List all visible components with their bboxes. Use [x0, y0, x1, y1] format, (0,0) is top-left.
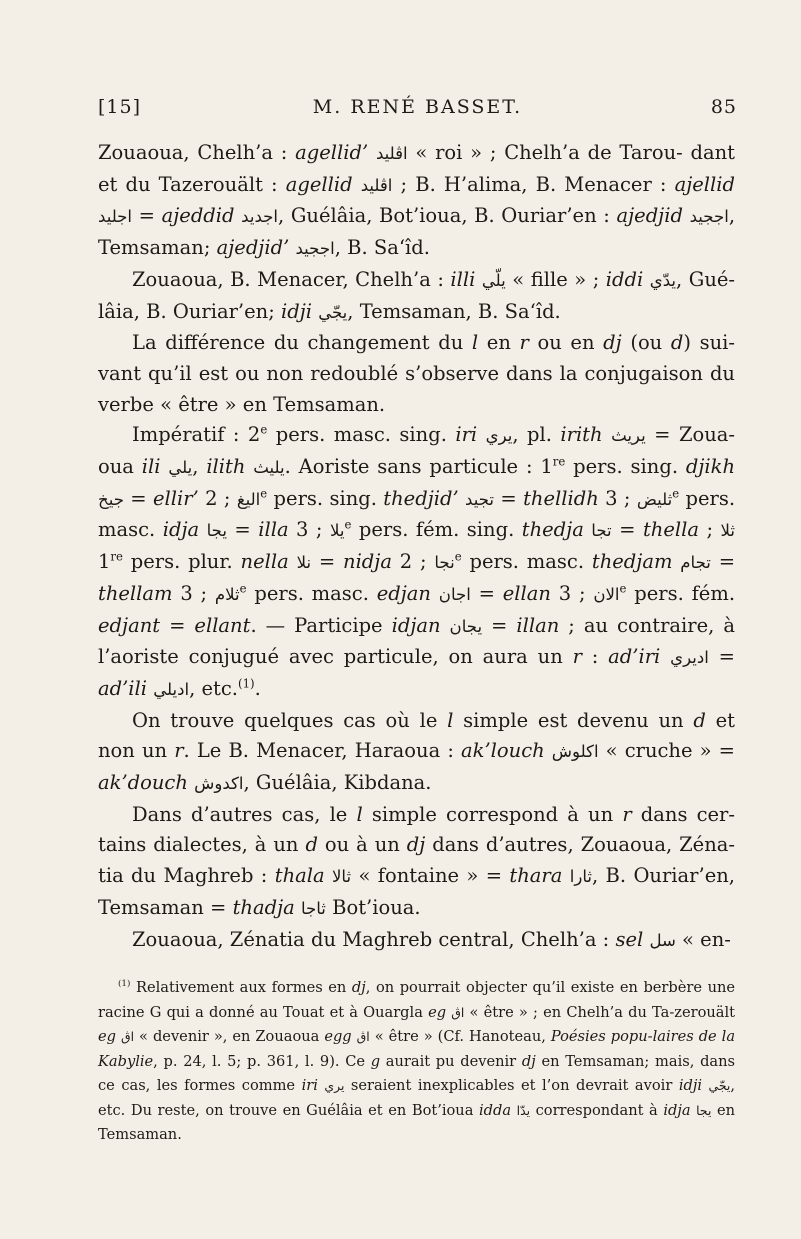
text-run: « devenir », en Zouaoua — [134, 1028, 325, 1045]
text-run: simple est devenu un — [453, 708, 694, 732]
text-run: ; — [706, 518, 721, 542]
text-run: dant et du Tazerouält : — [98, 141, 736, 196]
text-run: ثارا — [569, 867, 592, 887]
text-run: fém. — [691, 581, 736, 605]
text-run: e — [344, 517, 352, 532]
text-run: lâia, B. Ouriar’en; — [98, 299, 281, 323]
text-run: اجديد — [241, 207, 278, 227]
text-run: pers. fém. sing. — [351, 518, 522, 542]
text-run: ajedjid’ — [216, 236, 290, 260]
text-run: pers. masc. — [461, 550, 592, 574]
text-run: ellir’ — [152, 486, 199, 510]
text-run: اڨ — [356, 1029, 370, 1044]
text-run: يجا — [206, 521, 227, 541]
text-run: thara — [509, 864, 563, 888]
text-run: , B. Sa‘îd. — [334, 236, 430, 260]
text-run: « fille » ; — [505, 267, 606, 291]
text-run: = — [132, 204, 162, 228]
text-run: « roi » ; Chelh’a de Tarou- — [407, 141, 683, 164]
text-run: يجّي — [708, 1078, 731, 1093]
text-run: , etc. Du reste, on trouve en Guélâia et en Bot’ioua — [98, 1077, 735, 1119]
text-run: . — Participe — [250, 613, 392, 637]
text-run: pers. — [626, 581, 684, 605]
text-run: thala — [274, 864, 325, 888]
text-run: ; 3 — [558, 581, 594, 605]
text-run: , Gué- — [676, 267, 736, 291]
text-run: thella — [642, 518, 699, 542]
text-run: ثليض — [636, 489, 673, 509]
text-run: ou en — [528, 331, 604, 355]
paragraph-4 — [98, 420, 735, 705]
footnote-marker: (1) — [118, 979, 131, 990]
text-run: اديري — [670, 648, 709, 668]
text-run: tia du Maghreb : — [98, 864, 275, 888]
text-run: e — [454, 549, 462, 564]
text-run: ajeddid — [161, 204, 235, 228]
paragraph-2 — [98, 265, 735, 328]
text-run: يليث — [253, 458, 285, 478]
text-run: l — [447, 708, 454, 732]
text-run: Zouaoua, Zénatia du Maghreb central, Chelh’a : — [132, 927, 616, 951]
text-run: idda — [478, 1101, 512, 1119]
text-run: يدّي — [649, 270, 677, 290]
text-run: vant qu’il est ou non redoublé s’observe dans la conjugaison du — [98, 361, 735, 385]
text-run: يلا — [329, 521, 345, 541]
text-run: irith — [560, 423, 603, 447]
text-run: ad’ili — [98, 676, 148, 700]
text-run: thedja — [521, 518, 584, 542]
text-run: oua — [98, 455, 142, 479]
text-run: en — [478, 331, 520, 355]
running-title: M. RENÉ BASSET. — [312, 96, 523, 118]
text-run: edjant — [98, 613, 161, 637]
text-run: nidja — [343, 550, 392, 574]
text-run: اجان — [438, 584, 471, 604]
text-run: , B. Ouriar’en, — [592, 864, 735, 888]
text-run: , etc. — [189, 676, 239, 700]
text-run: اڨ — [120, 1029, 135, 1044]
footnote-ref[interactable]: (1) — [238, 676, 255, 691]
text-run: يري — [324, 1078, 345, 1093]
text-run: يجا — [696, 1102, 712, 1118]
text-run: ثلام — [214, 584, 240, 604]
text-run: , on pourrait objecter qu’il existe en berbère — [365, 979, 702, 996]
text-run: , p. 24, l. 5; p. 361, l. 9). Ce — [153, 1052, 371, 1070]
text-run: l — [356, 802, 363, 826]
text-run: agellid — [285, 172, 353, 196]
text-run: Impératif : 2 — [132, 423, 261, 447]
text-run: iddi — [605, 267, 644, 291]
paragraph-1 — [98, 138, 735, 265]
text-run: idjan — [391, 613, 441, 637]
text-run: = — [482, 613, 517, 637]
text-run: zerouält — [674, 1003, 735, 1021]
text-run: idja — [663, 1101, 691, 1119]
main-text — [98, 138, 735, 956]
text-run: تجام — [680, 553, 711, 573]
text-run: simple correspond à un — [362, 802, 623, 826]
text-run: Temsaman; mais, dans ce cas, les formes comme — [98, 1052, 735, 1094]
text-run: تجيد — [465, 489, 495, 509]
text-run: ad’iri — [608, 645, 661, 669]
text-run: non un — [98, 739, 175, 763]
text-run: re — [552, 454, 566, 469]
text-run: « fontaine » = — [351, 864, 510, 888]
text-run: ajellid — [674, 172, 735, 196]
text-run: idji — [280, 299, 312, 323]
text-run: r — [174, 739, 184, 763]
text-run: , Temsaman, B. Sa‘îd. — [347, 299, 561, 323]
text-run: dj — [521, 1052, 536, 1070]
text-run: ; B. H’alima, B. Menacer : — [392, 172, 667, 196]
text-run: جيخ — [98, 489, 124, 509]
text-run: verbe « être » en Temsaman. — [98, 392, 386, 416]
text-run: dj — [406, 833, 426, 857]
text-run: e — [672, 486, 680, 501]
text-run: ak’louch — [461, 739, 545, 763]
text-run: . — [254, 676, 261, 700]
text-run: e — [260, 422, 268, 437]
text-run: egg — [324, 1028, 352, 1045]
paragraph-5 — [98, 706, 735, 800]
text-run: يلّي — [481, 270, 506, 290]
text-run: eg — [428, 1003, 447, 1021]
text-run: يريث — [611, 426, 646, 446]
text-run: : — [581, 645, 609, 669]
text-run: يلي — [168, 458, 193, 478]
text-run: ; 2 — [399, 550, 435, 574]
text-run: = — [470, 581, 503, 605]
text-run: اكلوش — [551, 742, 599, 762]
text-run: edjan — [376, 581, 431, 605]
text-run: La différence du changement du — [132, 331, 472, 355]
text-run: thellam — [98, 581, 173, 605]
text-run: iri — [301, 1077, 318, 1094]
text-run: اججيد — [295, 239, 335, 259]
text-run: illa — [258, 518, 289, 542]
text-run: On trouve quelques cas où le — [132, 708, 448, 732]
text-run: iri — [455, 423, 478, 447]
text-run: djikh — [685, 455, 736, 479]
text-run: eg — [98, 1028, 116, 1045]
text-run: , Temsaman; — [98, 204, 736, 260]
text-run: ili — [141, 455, 161, 479]
text-run: ; 3 — [180, 581, 215, 605]
text-run: ; 3 — [296, 518, 330, 542]
text-run: thellidh — [523, 486, 599, 510]
text-run: en — [535, 1052, 560, 1070]
text-run: اديلي — [153, 679, 190, 699]
text-run: dans cer- — [631, 802, 735, 826]
text-run: d — [670, 331, 684, 355]
text-run: r — [622, 802, 632, 826]
text-run: ellant — [194, 613, 251, 637]
text-run: Bot’ioua. — [325, 895, 421, 919]
page-number: 85 — [710, 96, 737, 118]
text-run: dj — [351, 979, 366, 996]
text-run: = — [718, 550, 736, 574]
footnote — [98, 976, 735, 1148]
text-run: , Guélâia, Kibdana. — [243, 771, 432, 795]
text-run: masc. — [98, 518, 163, 542]
text-run: nella — [240, 550, 289, 574]
text-run: Zouaoua, B. Menacer, Chelh’a : — [132, 267, 451, 291]
text-run: سل — [649, 930, 676, 950]
text-run: يجّي — [318, 302, 348, 322]
text-run: تجا — [591, 521, 612, 541]
text-run: l — [471, 331, 479, 355]
text-run: l’on devrait avoir — [541, 1077, 679, 1094]
text-run: = — [494, 486, 524, 510]
text-run: اجليد — [98, 207, 133, 227]
text-run: , Guélâia, Bot’ioua, B. Ouriar’en : — [278, 204, 610, 228]
text-run: نلا — [296, 553, 312, 573]
text-run: d — [305, 833, 318, 857]
text-run: = Zoua- — [645, 423, 736, 447]
footnote-text — [98, 976, 735, 1148]
text-run: « être » ; en Chelh’a du Ta- — [464, 1003, 675, 1021]
text-run: Relativement aux formes en — [130, 979, 352, 996]
text-run: الان — [593, 584, 620, 604]
paragraph-6 — [98, 800, 735, 925]
text-run: 1 — [98, 550, 111, 574]
text-run: seraient inexplicables et — [344, 1077, 536, 1094]
text-run: pers. masc. sing. — [267, 423, 456, 447]
text-run: Zouaoua, Chelh’a : — [98, 141, 296, 164]
text-run: en Temsaman. — [98, 1101, 736, 1143]
text-run: re — [110, 549, 123, 564]
text-run: « cruche » = — [598, 739, 736, 763]
text-run: = — [226, 518, 259, 542]
paragraph-3 — [98, 328, 735, 420]
text-run: dj — [603, 331, 622, 355]
text-run: g — [370, 1052, 381, 1070]
text-run: correspondant à — [530, 1101, 664, 1119]
text-run: اليغ — [236, 489, 261, 509]
text-run: ثلا — [720, 521, 735, 541]
text-run: illan — [516, 613, 560, 637]
text-run: ; 2 — [205, 486, 237, 510]
text-run: laires de la Kabylie — [98, 1028, 736, 1070]
text-run: . Aoriste sans particule : 1 — [284, 455, 553, 479]
text-run: aurait pu devenir — [380, 1052, 522, 1070]
text-run: ajedjid — [616, 204, 683, 228]
running-header — [98, 96, 737, 126]
text-run: pers. sing. — [267, 486, 384, 510]
text-run: = — [611, 518, 643, 542]
text-run: « en- — [675, 927, 731, 951]
text-run: اڨليد — [360, 175, 393, 195]
text-run: ) sui- — [683, 331, 735, 355]
text-run: ثاجا — [300, 898, 326, 918]
text-run: pers. — [679, 486, 736, 510]
text-run: Temsaman = — [98, 895, 233, 919]
text-run: يدّا — [516, 1102, 531, 1118]
text-run: = — [718, 645, 736, 669]
text-run: اڨ — [451, 1004, 465, 1020]
text-run: اججيد — [689, 207, 729, 227]
text-run: pers. plur. — [122, 550, 241, 574]
text-run: sel — [615, 927, 644, 951]
text-run: d — [693, 708, 706, 732]
text-run: ak’douch — [98, 771, 188, 795]
text-run: une racine G qui a donné au Touat et à Ouargla — [98, 979, 736, 1021]
text-run: thadja — [232, 895, 295, 919]
text-run: r — [519, 331, 529, 355]
text-run: thedjam — [591, 550, 673, 574]
text-run: et — [705, 708, 735, 732]
text-run: Poésies popu- — [550, 1028, 653, 1045]
text-run: ellan — [502, 581, 551, 605]
text-run: = — [311, 550, 344, 574]
text-run: اڨليد — [375, 144, 408, 163]
text-run: e — [239, 581, 247, 596]
text-run: « être » (Cf. Hanoteau, — [369, 1028, 551, 1045]
text-run: tains dialectes, à un — [98, 833, 306, 857]
text-run: thedjid’ — [383, 486, 459, 510]
text-run: Dans d’autres cas, le — [132, 802, 357, 826]
text-run: idja — [162, 518, 200, 542]
text-run: ; au contraire, — [559, 613, 715, 637]
text-run: ثالا — [331, 867, 352, 887]
text-run: pers. masc. — [246, 581, 377, 605]
text-run: ilith — [206, 455, 246, 479]
text-run: , pl. — [512, 423, 561, 447]
text-run: ; 3 — [605, 486, 637, 510]
text-run: e — [260, 486, 268, 501]
paragraph-7 — [98, 925, 735, 957]
text-run: , — [192, 455, 207, 479]
section-marker: [15] — [98, 96, 142, 118]
text-run: e — [619, 581, 627, 596]
text-run: dans d’autres, Zouaoua, Zéna- — [425, 833, 735, 857]
text-run: à l’aoriste conjugué avec particule, on aura un — [98, 613, 735, 669]
text-run: agellid’ — [295, 141, 369, 164]
text-run: يري — [485, 426, 513, 446]
text-run: = — [160, 613, 195, 637]
text-run: . Le B. Menacer, Haraoua : — [183, 739, 462, 763]
text-run: يجان — [449, 616, 483, 636]
text-run: (ou — [621, 331, 671, 355]
text-run: = — [123, 486, 153, 510]
text-run: نجا — [434, 553, 455, 573]
text-run: idji — [678, 1077, 703, 1094]
text-run: ou à un — [317, 833, 407, 857]
text-run: r — [572, 645, 582, 669]
text-run: pers. sing. — [565, 455, 686, 479]
text-run: اكدوش — [194, 774, 244, 794]
text-run: illi — [450, 267, 476, 291]
